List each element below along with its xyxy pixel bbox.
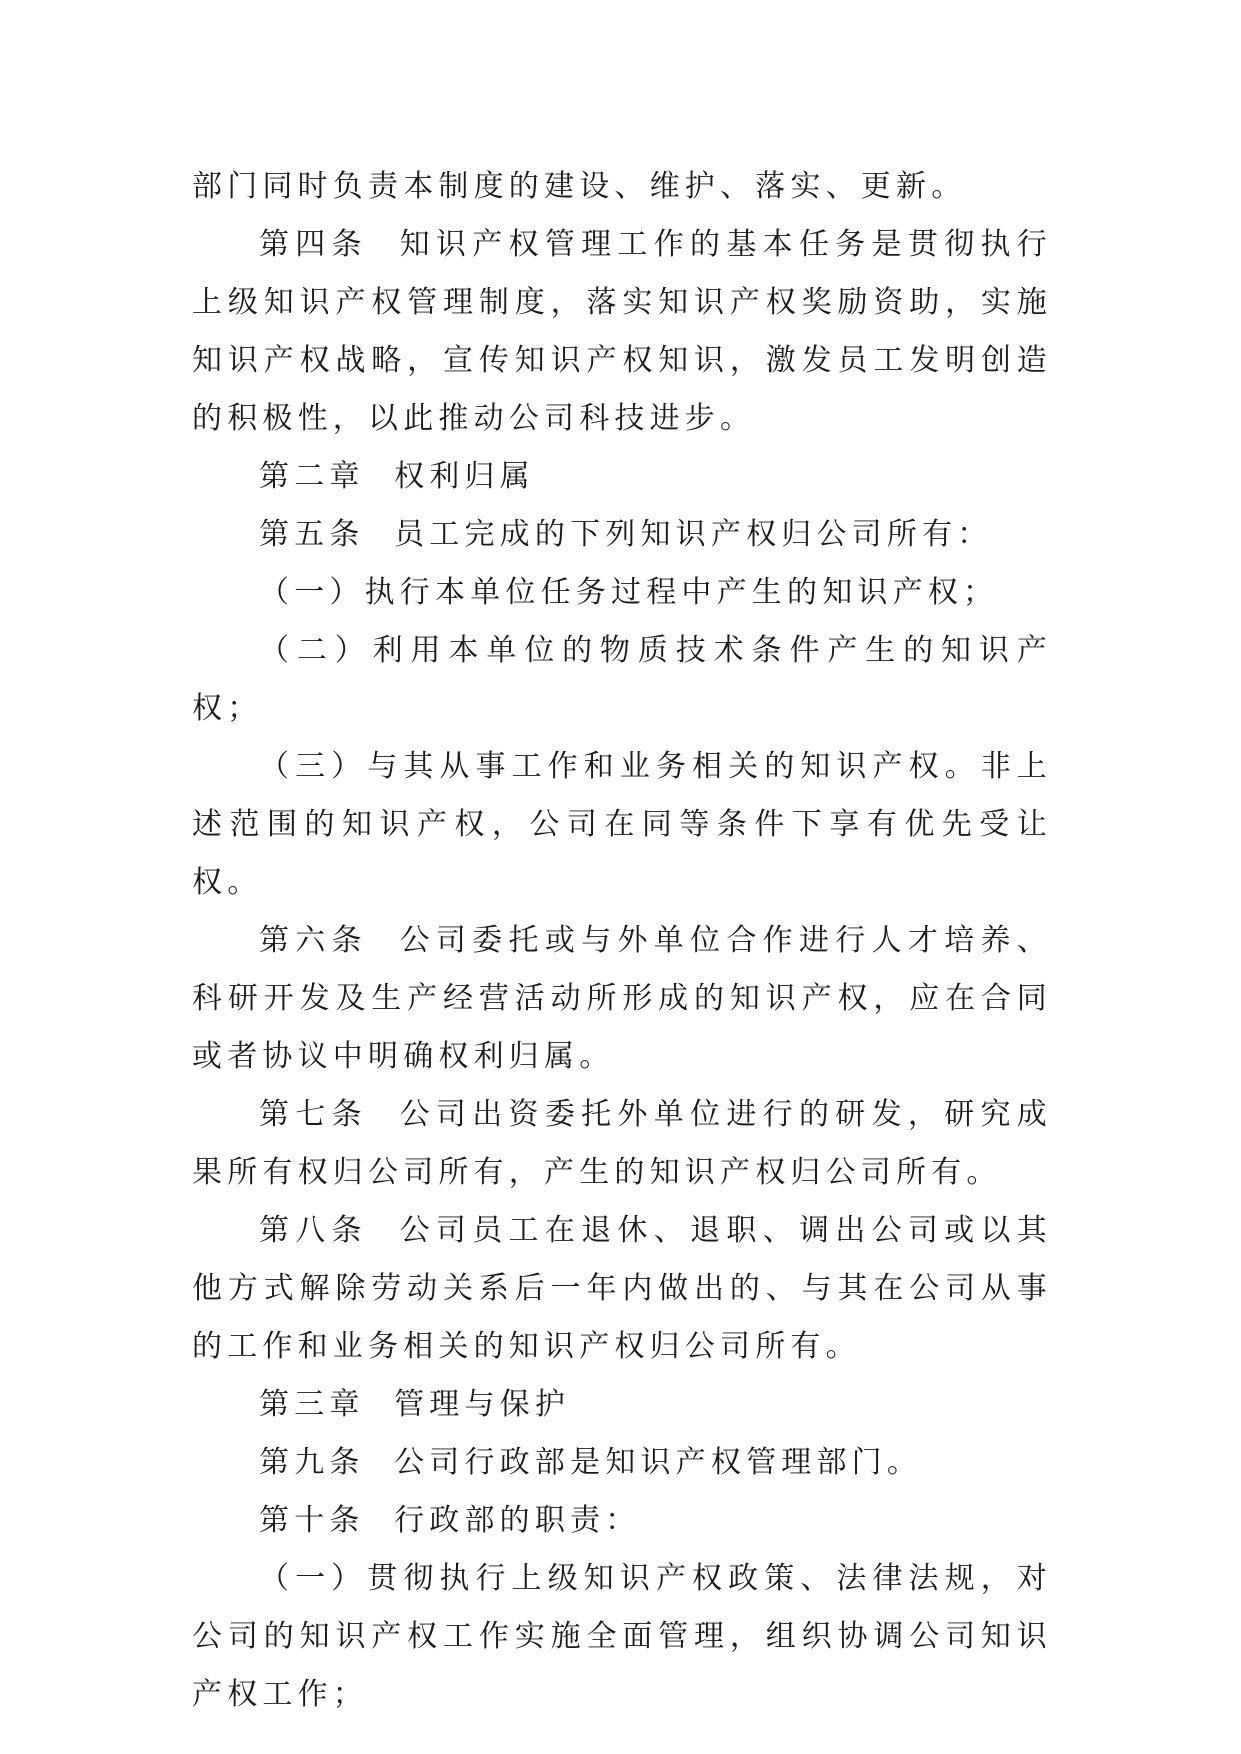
article-9: 第九条 公司行政部是知识产权管理部门。 bbox=[259, 1445, 923, 1480]
paragraph-continuation: 部门同时负责本制度的建设、维护、落实、更新。 bbox=[192, 169, 967, 204]
article-5-item-2: （二）利用本单位的物质技术条件产生的知识产权； bbox=[192, 633, 1052, 726]
article-5-item-1: （一）执行本单位任务过程中产生的知识产权； bbox=[259, 575, 999, 610]
article-5: 第五条 员工完成的下列知识产权归公司所有： bbox=[259, 517, 993, 552]
article-6: 第六条 公司委托或与外单位合作进行人才培养、科研开发及生产经营活动所形成的知识产权，应在合同或者协议中明确权利归属。 bbox=[192, 923, 1052, 1074]
chapter-2-heading: 第二章 权利归属 bbox=[259, 459, 535, 494]
article-5-item-3: （三）与其从事工作和业务相关的知识产权。非上述范围的知识产权，公司在同等条件下享有优先受让权。 bbox=[192, 749, 1052, 900]
article-8: 第八条 公司员工在退休、退职、调出公司或以其他方式解除劳动关系后一年内做出的、与其在公司从事的工作和业务相关的知识产权归公司所有。 bbox=[192, 1213, 1052, 1364]
document-body bbox=[192, 158, 1052, 1724]
article-4: 第四条 知识产权管理工作的基本任务是贯彻执行上级知识产权管理制度，落实知识产权奖励资助，实施知识产权战略，宣传知识产权知识，激发员工发明创造的积极性，以此推动公司科技进步。 bbox=[192, 227, 1052, 436]
article-7: 第七条 公司出资委托外单位进行的研发，研究成果所有权归公司所有，产生的知识产权归公司所有。 bbox=[192, 1097, 1052, 1190]
chapter-3-heading: 第三章 管理与保护 bbox=[259, 1387, 571, 1422]
article-10: 第十条 行政部的职责： bbox=[259, 1503, 641, 1538]
article-10-item-1: （一）贯彻执行上级知识产权政策、法律法规，对公司的知识产权工作实施全面管理，组织协调公司知识产权工作； bbox=[192, 1561, 1052, 1712]
